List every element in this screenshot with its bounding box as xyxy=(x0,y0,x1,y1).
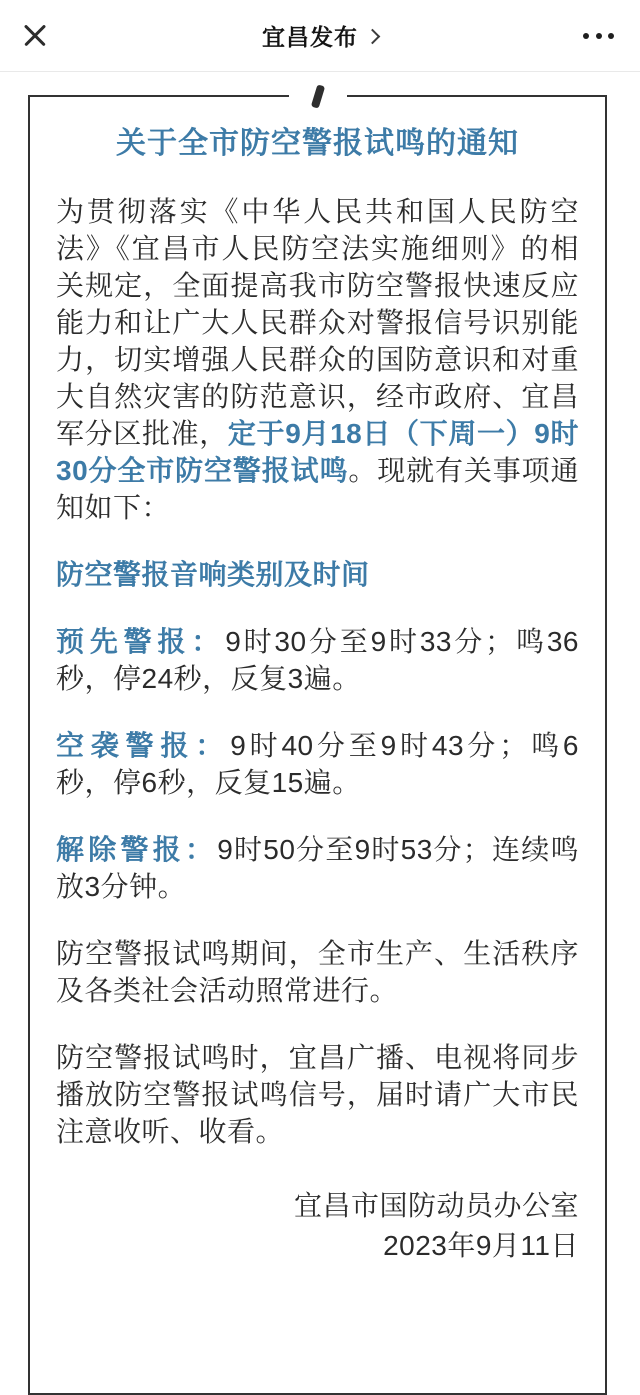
alert-item-all-clear xyxy=(56,831,579,905)
signature-date: 2023年9月11日 xyxy=(383,1230,579,1261)
quote-decoration-icon xyxy=(289,82,347,110)
account-name: 宜昌发布 xyxy=(262,24,358,50)
signature-org: 宜昌市国防动员办公室 xyxy=(293,1190,579,1221)
notice-card xyxy=(28,95,607,1395)
notice-title: 关于全市防空警报试鸣的通知 xyxy=(116,127,519,160)
more-button[interactable] xyxy=(583,27,614,45)
article-topbar xyxy=(0,0,640,72)
close-icon xyxy=(22,23,48,49)
alert-item-advance xyxy=(56,623,579,697)
alert-label: 空袭警报： xyxy=(56,730,231,761)
close-button[interactable] xyxy=(22,21,52,51)
intro-highlight: 定于9月18日（下周一）9时30分全市防空警报试鸣 xyxy=(56,418,579,486)
more-icon xyxy=(583,33,614,39)
account-title-link[interactable] xyxy=(262,19,378,52)
alert-item-air-raid xyxy=(56,727,579,801)
intro-paragraph xyxy=(56,193,579,526)
alert-label: 预先警报： xyxy=(56,626,226,657)
alert-label: 解除警报： xyxy=(56,834,218,865)
signature-block xyxy=(56,1186,579,1266)
alert-text: 9时40分至9时43分；鸣6秒，停6秒，反复15遍。 xyxy=(56,730,579,798)
section-heading: 防空警报音响类别及时间 xyxy=(56,559,370,590)
closing-paragraph-order: 防空警报试鸣期间，全市生产、生活秩序及各类社会活动照常进行。 xyxy=(56,938,579,1006)
closing-paragraph-broadcast: 防空警报试鸣时，宜昌广播、电视将同步播放防空警报试鸣信号，届时请广大市民注意收听、收看。 xyxy=(56,1042,579,1147)
alert-text: 9时50分至9时53分；连续鸣放3分钟。 xyxy=(56,834,579,902)
chevron-right-icon xyxy=(365,28,381,44)
intro-text-post: 。现就有关事项通知如下： xyxy=(56,455,579,523)
alert-text: 9时30分至9时33分；鸣36秒，停24秒，反复3遍。 xyxy=(56,626,579,694)
intro-text-pre: 为贯彻落实《中华人民共和国人民防空法》《宜昌市人民防空法实施细则》的相关规定，全面提高我市防空警报快速反应能力和让广大人民群众对警报信号识别能力，切实增强人民群众的国防意识和对重大自然灾害的防范意识，经市政府、宜昌军分区批准， xyxy=(56,196,579,449)
